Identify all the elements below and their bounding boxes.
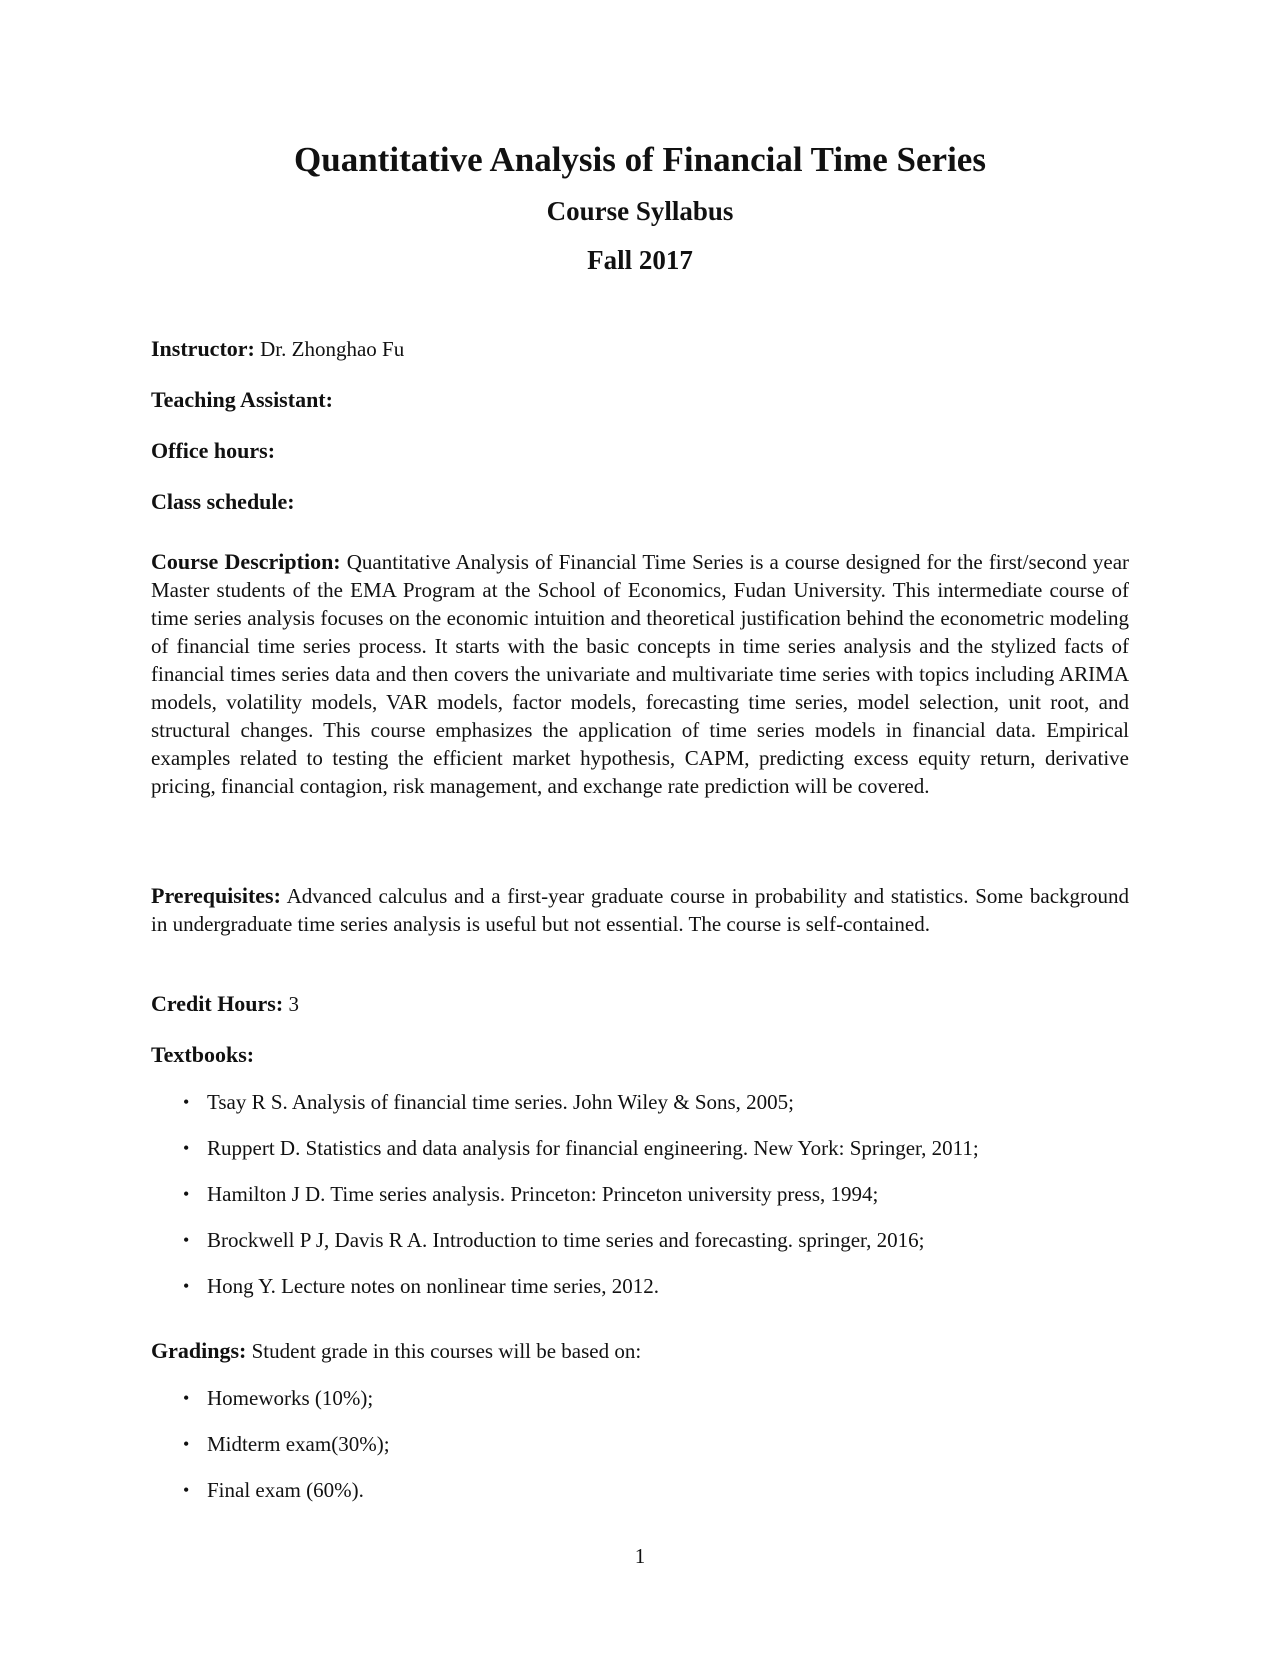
bullet-icon: • xyxy=(183,1480,190,1500)
prerequisites xyxy=(151,882,1129,938)
bullet-icon: • xyxy=(183,1092,190,1112)
prerequisites-label: Prerequisites: xyxy=(151,883,281,908)
office-hours-field xyxy=(151,437,1129,465)
course-description xyxy=(151,548,1129,800)
credit-hours-field xyxy=(151,990,1129,1018)
list-item: • Tsay R S. Analysis of financial time series. John Wiley & Sons, 2005; xyxy=(183,1090,795,1114)
credit-hours-value: 3 xyxy=(288,992,299,1016)
bullet-icon: • xyxy=(183,1230,190,1250)
list-item: • Hong Y. Lecture notes on nonlinear time series, 2012. xyxy=(183,1274,659,1298)
instructor-label: Instructor: xyxy=(151,336,255,361)
bullet-icon: • xyxy=(183,1388,190,1408)
document-subtitle: Course Syllabus xyxy=(546,196,734,226)
gradings-list xyxy=(183,1384,1129,1522)
list-item: • Midterm exam(30%); xyxy=(183,1432,390,1456)
gradings-text: Student grade in this courses will be based on: xyxy=(251,1339,642,1363)
class-schedule-label: Class schedule: xyxy=(151,489,295,514)
gradings-label: Gradings: xyxy=(151,1338,247,1363)
textbooks-label: Textbooks: xyxy=(151,1042,255,1067)
office-hours-label: Office hours: xyxy=(151,438,276,463)
bullet-icon: • xyxy=(183,1138,190,1158)
bullet-icon: • xyxy=(183,1184,190,1204)
teaching-assistant-label: Teaching Assistant: xyxy=(151,387,333,412)
bullet-icon: • xyxy=(183,1276,190,1296)
credit-hours-label: Credit Hours: xyxy=(151,991,284,1016)
gradings-field xyxy=(151,1337,1129,1365)
list-item: • Final exam (60%). xyxy=(183,1478,364,1502)
prerequisites-text: Advanced calculus and a first-year graduate course in probability and statistics. Some background in undergraduate time series analysis is useful but not essential. The course is self-contained. xyxy=(151,884,1130,936)
document-title: Quantitative Analysis of Financial Time Series xyxy=(294,140,986,179)
bullet-icon: • xyxy=(183,1434,190,1454)
page-number: 1 xyxy=(634,1544,646,1568)
course-description-label: Course Description: xyxy=(151,549,341,574)
list-item: • Homeworks (10%); xyxy=(183,1386,374,1410)
class-schedule-field xyxy=(151,488,1129,516)
instructor-field xyxy=(151,335,1129,363)
list-item: • Brockwell P J, Davis R A. Introduction to time series and forecasting. springer, 2016; xyxy=(183,1228,925,1252)
title-block xyxy=(0,138,1280,277)
textbooks-list xyxy=(183,1088,1129,1318)
instructor-value: Dr. Zhonghao Fu xyxy=(260,337,405,361)
document-term: Fall 2017 xyxy=(587,245,693,275)
textbooks-heading xyxy=(151,1041,1129,1069)
list-item: • Hamilton J D. Time series analysis. Princeton: Princeton university press, 1994; xyxy=(183,1182,879,1206)
course-description-text: Quantitative Analysis of Financial Time Series is a course designed for the first/second year Master students of the EMA Program at the School of Economics, Fudan University. This intermediate course of time series analysis focuses on the economic intuition and theoretical justification behind the econometric modeling of financial time series process. It starts with the basic concepts in time series analysis and the stylized facts of financial times series data and then covers the univariate and multivariate time series with topics including ARIMA models, volatility models, VAR models, factor models, forecasting time series, model selection, unit root, and structural changes. This course emphasizes the application of time series models in financial data. Empirical examples related to testing the efficient market hypothesis, CAPM, predicting excess equity return, derivative pricing, financial contagion, risk management, and exchange rate prediction will be covered. xyxy=(151,550,1130,798)
teaching-assistant-field xyxy=(151,386,1129,414)
list-item: • Ruppert D. Statistics and data analysis for financial engineering. New York: Springer, 2011; xyxy=(183,1136,979,1160)
